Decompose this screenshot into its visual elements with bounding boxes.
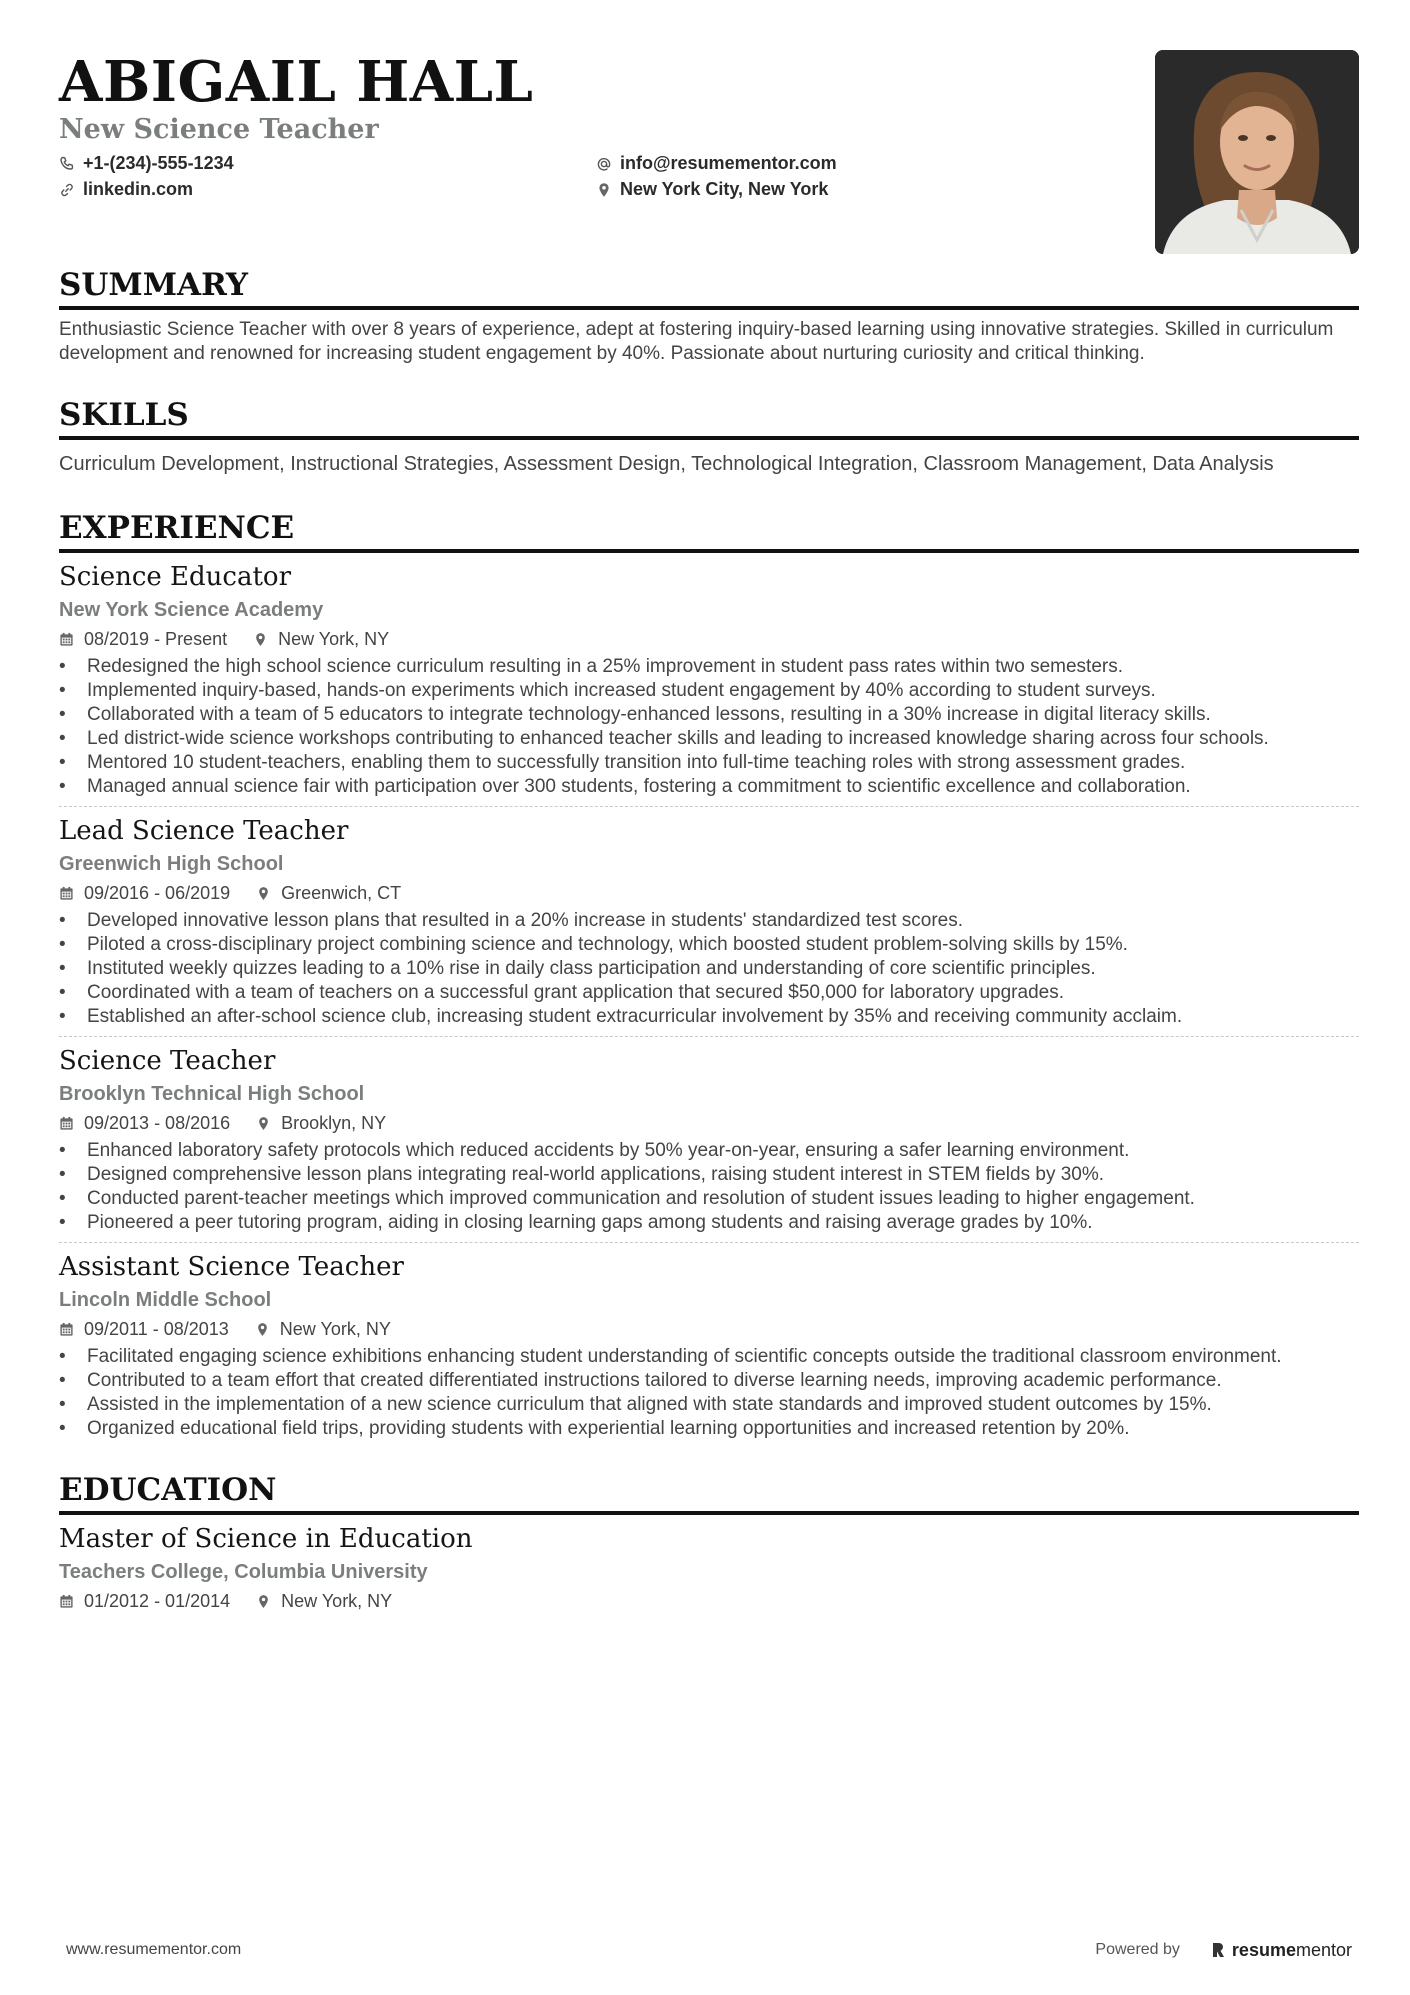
job-dates	[59, 1317, 229, 1341]
bullet-item: • Established an after-school science club, increasing student extracurricular involvement by 35% and receiving community acclaim.	[59, 1005, 1359, 1029]
linkedin-text: linkedin.com	[83, 179, 194, 199]
at-icon	[596, 156, 612, 172]
education-dates	[59, 1589, 230, 1613]
location-text: New York City, New York	[620, 179, 829, 199]
bullet-item: • Coordinated with a team of teachers on a successful grant application that secured $50,000 for laboratory upgrades.	[59, 981, 1359, 1005]
job-location-text: Greenwich, CT	[281, 883, 402, 903]
bullet-item: • Contributed to a team effort that created differentiated instructions tailored to diverse learning needs, improving academic performance.	[59, 1369, 1359, 1393]
skills-section	[59, 396, 1359, 477]
job-title: Lead Science Teacher	[59, 816, 349, 846]
contact-phone	[59, 152, 596, 175]
candidate-name: ABIGAIL HALL	[59, 49, 534, 115]
job-company: Brooklyn Technical High School	[59, 1083, 365, 1105]
skills-text: Curriculum Development, Instructional Strategies, Assessment Design, Technological Integration, Classroom Management, Data Analysis	[59, 453, 1274, 475]
calendar-icon	[59, 1116, 74, 1131]
bullet-item: • Organized educational field trips, providing students with experiential learning opportunities and increased retention by 20%.	[59, 1417, 1359, 1441]
map-pin-icon	[596, 182, 612, 198]
powered-by	[1095, 1940, 1352, 1961]
bullet-item: • Implemented inquiry-based, hands-on experiments which increased student engagement by 40% according to student surveys.	[59, 679, 1359, 703]
calendar-icon	[59, 1322, 74, 1337]
contact-location	[596, 178, 996, 201]
experience-section	[59, 509, 1359, 1441]
job-dates	[59, 627, 227, 651]
job-dates	[59, 881, 230, 905]
summary-section	[59, 266, 1359, 366]
job-location-text: New York, NY	[279, 1319, 391, 1339]
bullet-item: • Managed annual science fair with participation over 300 students, fostering a commitment to scientific excellence and collaboration.	[59, 775, 1359, 799]
bullet-item: • Collaborated with a team of 5 educators to integrate technology-enhanced lessons, resulting in a 30% increase in digital literacy skills.	[59, 703, 1359, 727]
brand-bold: resume	[1231, 1939, 1296, 1960]
education-heading: EDUCATION	[59, 1471, 1359, 1515]
bullet-item: • Instituted weekly quizzes leading to a 10% rise in daily class participation and understanding of core scientific principles.	[59, 957, 1359, 981]
calendar-icon	[59, 886, 74, 901]
bullet-item: • Mentored 10 student-teachers, enabling them to successfully transition into full-time teaching roles with strong assessment grades.	[59, 751, 1359, 775]
job-title: Science Teacher	[59, 1046, 276, 1076]
experience-heading: EXPERIENCE	[59, 509, 1359, 553]
map-pin-icon	[256, 886, 271, 901]
phone-icon	[59, 156, 75, 172]
job-meta	[59, 881, 1359, 905]
job-bullets	[59, 909, 1359, 1029]
job-entry	[59, 815, 1359, 1037]
job-company: Lincoln Middle School	[59, 1289, 272, 1311]
link-icon	[59, 182, 75, 198]
job-company: Greenwich High School	[59, 853, 284, 875]
powered-by-label: Powered by	[1095, 1941, 1180, 1958]
email-text: info@resumementor.com	[620, 153, 837, 173]
job-bullets	[59, 1139, 1359, 1235]
resume-header	[59, 48, 1359, 266]
job-meta	[59, 1317, 1359, 1341]
map-pin-icon	[256, 1594, 271, 1609]
job-company: New York Science Academy	[59, 599, 324, 621]
job-dates-text: 08/2019 - Present	[84, 629, 228, 649]
job-bullets	[59, 655, 1359, 799]
bullet-item: • Redesigned the high school science curriculum resulting in a 25% improvement in student pass rates within two semesters.	[59, 655, 1359, 679]
job-divider	[59, 1242, 1359, 1243]
bullet-item: • Developed innovative lesson plans that resulted in a 20% increase in students' standardized test scores.	[59, 909, 1359, 933]
job-location-text: Brooklyn, NY	[281, 1113, 387, 1133]
profile-photo	[1155, 50, 1359, 254]
bullet-item: • Facilitated engaging science exhibitions enhancing student understanding of scientific concepts outside the traditional classroom environment.	[59, 1345, 1359, 1369]
job-entry	[59, 1251, 1359, 1441]
bullet-item: • Designed comprehensive lesson plans integrating real-world applications, raising student interest in STEM fields by 30%.	[59, 1163, 1359, 1187]
footer-website[interactable]: www.resumementor.com	[66, 1941, 242, 1958]
school-name: Teachers College, Columbia University	[59, 1561, 428, 1583]
phone-text: +1-(234)-555-1234	[83, 153, 234, 173]
education-location-text: New York, NY	[281, 1591, 393, 1611]
contact-linkedin[interactable]	[59, 178, 596, 201]
bullet-item: • Piloted a cross-disciplinary project combining science and technology, which boosted student problem-solving skills by 15%.	[59, 933, 1359, 957]
bullet-item: • Enhanced laboratory safety protocols which reduced accidents by 50% year-on-year, ensuring a safer learning environment.	[59, 1139, 1359, 1163]
map-pin-icon	[255, 1322, 270, 1337]
bullet-item: • Assisted in the implementation of a new science curriculum that aligned with state standards and improved student outcomes by 15%.	[59, 1393, 1359, 1417]
job-dates-text: 09/2016 - 06/2019	[84, 883, 231, 903]
bullet-item: • Led district-wide science workshops contributing to enhanced teacher skills and leading to increased knowledge sharing across four schools.	[59, 727, 1359, 751]
degree-title: Master of Science in Education	[59, 1524, 473, 1554]
candidate-title: New Science Teacher	[59, 114, 379, 145]
summary-heading: SUMMARY	[59, 266, 1359, 310]
job-title: Assistant Science Teacher	[59, 1252, 404, 1282]
job-divider	[59, 1036, 1359, 1037]
map-pin-icon	[253, 632, 268, 647]
resume-page	[59, 48, 1359, 1613]
education-meta	[59, 1589, 1359, 1613]
page-footer	[66, 1935, 1352, 1965]
brand-logo[interactable]	[1210, 1940, 1352, 1961]
job-location	[256, 881, 401, 905]
job-meta	[59, 1111, 1359, 1135]
job-location	[255, 1317, 391, 1341]
education-section	[59, 1471, 1359, 1613]
calendar-icon	[59, 1594, 74, 1609]
job-dates-text: 09/2011 - 08/2013	[84, 1319, 229, 1339]
summary-text: Enthusiastic Science Teacher with over 8 years of experience, adept at fostering inquiry-based learning using innovative strategies. Skilled in curriculum development and renowned for increasing student engagement by 40%. Passionate about nurturing curiosity and critical thinking.	[59, 319, 1334, 364]
contact-email[interactable]	[596, 152, 996, 175]
brand-rest: mentor	[1295, 1939, 1352, 1960]
job-location-text: New York, NY	[278, 629, 390, 649]
bullet-item: • Pioneered a peer tutoring program, aiding in closing learning gaps among students and raising average grades by 10%.	[59, 1211, 1359, 1235]
bullet-item: • Conducted parent-teacher meetings which improved communication and resolution of student issues leading to higher engagement.	[59, 1187, 1359, 1211]
skills-heading: SKILLS	[59, 396, 1359, 440]
job-divider	[59, 806, 1359, 807]
job-meta	[59, 627, 1359, 651]
map-pin-icon	[256, 1116, 271, 1131]
job-location	[256, 1111, 386, 1135]
education-location	[256, 1589, 392, 1613]
job-entry	[59, 1045, 1359, 1243]
resumementor-logo-icon	[1210, 1941, 1226, 1959]
job-dates-text: 09/2013 - 08/2016	[84, 1113, 231, 1133]
job-bullets	[59, 1345, 1359, 1441]
job-entry	[59, 561, 1359, 807]
calendar-icon	[59, 632, 74, 647]
job-title: Science Educator	[59, 562, 291, 592]
job-location	[253, 627, 389, 651]
job-dates	[59, 1111, 230, 1135]
education-dates-text: 01/2012 - 01/2014	[84, 1591, 231, 1611]
